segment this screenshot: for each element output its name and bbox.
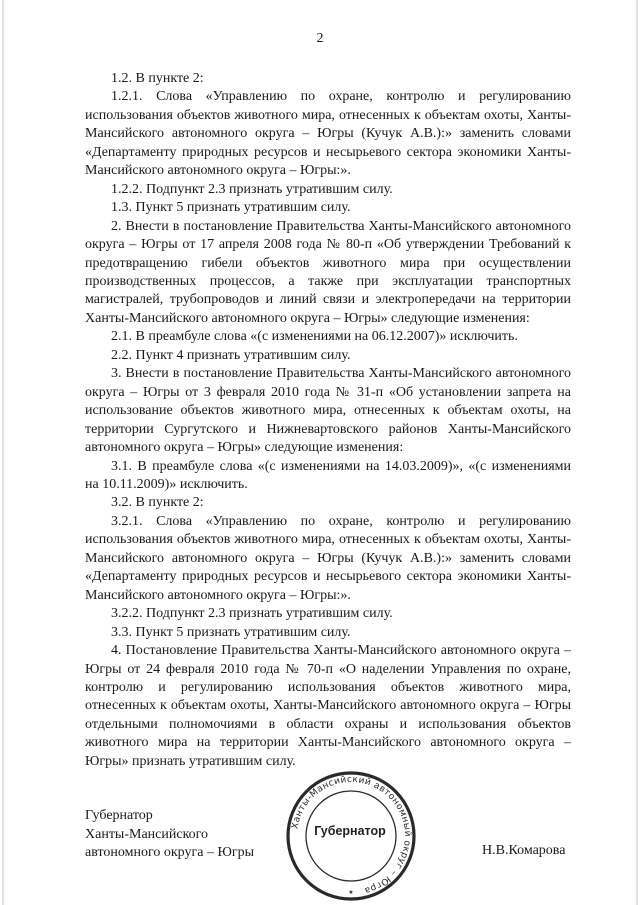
- seal-ring-text: Ханты-Мансийский автономный округ – Югра: [290, 774, 413, 896]
- paragraph-3-3: 3.3. Пункт 5 признать утратившим силу.: [111, 624, 351, 640]
- paragraph-2-2: 2.2. Пункт 4 признать утратившим силу.: [111, 347, 351, 363]
- signatory-name: Н.В.Комарова: [482, 843, 566, 858]
- paragraph-3: 3. Внести в постановление Правительства Ханты-Мансийского автономного округа – Югры от 3 февраля 2010 года № 31-п «Об установлении запрета на использование объектов животного мира, отнесенных к объектам охоты, на территории Сургутского и Нижневартовского районов Ханты-Мансийского автономного округа – Югры» следующие изменения:: [85, 366, 571, 456]
- paragraph-1-2-1: 1.2.1. Слова «Управлению по охране, контролю и регулированию использования объектов животного мира, отнесенных к объектам охоты, Ханты-Мансийского автономного округа – Югры (Кучук А.В.):» заменить словами «Департаменту природных ресурсов и несырьевого сектора экономики Ханты-Мансийского автономного округа – Югры:».: [85, 89, 571, 179]
- signatory-title-line-1: Губернатор: [85, 808, 153, 823]
- signatory-title-line-2: Ханты-Мансийского: [85, 826, 209, 842]
- paragraph-1-2: 1.2. В пункте 2:: [111, 71, 204, 86]
- seal-center-label: Губернатор: [314, 824, 386, 838]
- paragraph-4: 4. Постановление Правительства Ханты-Мансийского автономного округа – Югры от 24 февраля 2010 года № 70-п «О наделении Управления по охране, контролю и регулированию использования объектов животного мира, отнесенных к объектам охоты, Ханты-Мансийского автономного округа – Югры отдельными полномочиями в области охраны и использования объектов животного мира на территории Ханты-Мансийского автономного округа – Югры» признать утратившим силу.: [85, 643, 571, 769]
- seal-star-icon: ★: [348, 889, 354, 896]
- paragraph-1-2-2: 1.2.2. Подпункт 2.3 признать утратившим силу.: [111, 181, 393, 197]
- signatory-title: [85, 807, 254, 863]
- paragraph-3-2-2: 3.2.2. Подпункт 2.3 признать утратившим силу.: [111, 606, 393, 622]
- signatory-title-line-3: автономного округа – Югры: [85, 845, 254, 860]
- paragraph-2: 2. Внести в постановление Правительства Ханты-Мансийского автономного округа – Югры от 17 апреля 2008 года № 80-п «Об утверждении Требований к предотвращению гибели объектов животного мира при осуществлении производственных процессов, а также при эксплуатации транспортных магистралей, трубопроводов и линий связи и электропередачи на территории Ханты-Мансийского автономного округа – Югры» следующие изменения:: [85, 218, 571, 326]
- document-body: [85, 70, 571, 771]
- paragraph-1-3: 1.3. Пункт 5 признать утратившим силу.: [111, 200, 351, 216]
- scan-edge-right: [635, 0, 638, 905]
- paragraph-3-1: 3.1. В преамбуле слова «(с изменениями на 14.03.2009)», «(с изменениями на 10.11.2009)» исключить.: [85, 458, 571, 492]
- paragraph-2-1: 2.1. В преамбуле слова «(с изменениями на 06.12.2007)» исключить.: [111, 329, 518, 345]
- scan-edge-left: [2, 0, 5, 905]
- paragraph-3-2: 3.2. В пункте 2:: [111, 495, 204, 511]
- page-number: 2: [316, 31, 324, 46]
- paragraph-3-2-1: 3.2.1. Слова «Управлению по охране, контролю и регулированию использования объектов животного мира, отнесенных к объектам охоты, Ханты-Мансийского автономного округа – Югры (Кучук А.В.):» заменить словами «Департаменту природных ресурсов и несырьевого сектора экономики Ханты-Мансийского автономного округа – Югры:».: [85, 513, 571, 603]
